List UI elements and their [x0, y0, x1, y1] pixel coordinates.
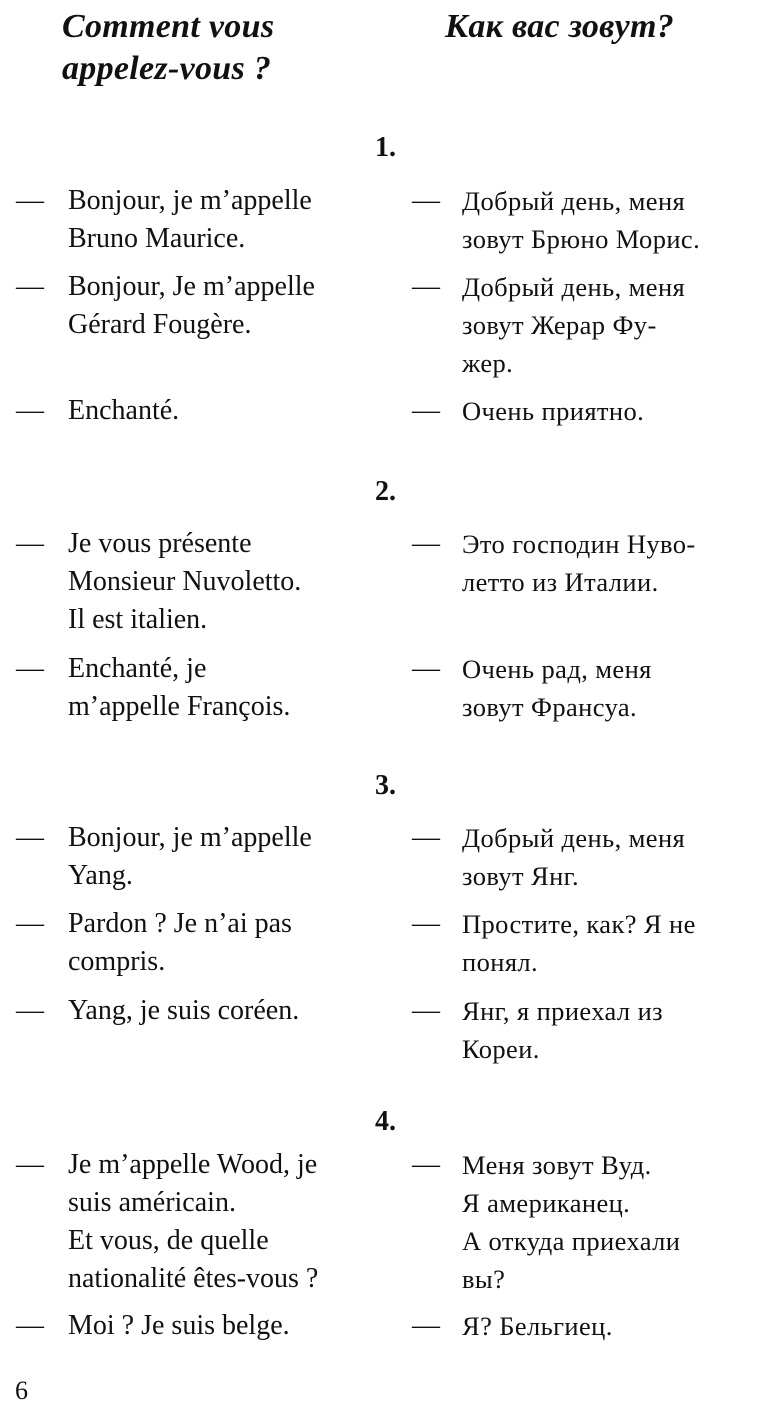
- russian-text: Очень рад, меня зовут Франсуа.: [462, 654, 652, 722]
- dash: —: [412, 653, 440, 684]
- dash: —: [16, 1149, 44, 1180]
- dash: —: [16, 271, 44, 302]
- french-text: Pardon ? Je n’ai pas compris.: [68, 908, 292, 977]
- french-text: Moi ? Je suis belge.: [68, 1310, 290, 1341]
- dialogue-line: [0, 268, 772, 378]
- dash: —: [16, 908, 44, 939]
- french-text: Enchanté.: [68, 395, 180, 426]
- russian-text: Очень приятно.: [462, 396, 645, 426]
- russian-text: Простите, как? Я не понял.: [462, 909, 696, 977]
- dash: —: [16, 528, 44, 559]
- dash: —: [412, 271, 440, 302]
- dialogue-line: [0, 1307, 772, 1341]
- section-number: 1.: [375, 132, 396, 163]
- russian-text: Я? Бельгиец.: [462, 1311, 613, 1341]
- dash: —: [16, 822, 44, 853]
- russian-text: Янг, я приехал из Кореи.: [462, 996, 664, 1064]
- french-text: Yang, je suis coréen.: [68, 995, 300, 1026]
- dash: —: [412, 528, 440, 559]
- section-number: 2.: [375, 476, 396, 507]
- dialogue-line: [0, 905, 772, 977]
- russian-text: Это господин Нуво- летто из Италии.: [462, 529, 696, 597]
- dialogue-line: [0, 182, 772, 254]
- dash: —: [16, 395, 44, 426]
- dash: —: [412, 1149, 440, 1180]
- french-text: Bonjour, je m’appelle Yang.: [68, 822, 312, 891]
- russian-text: Добрый день, меня зовут Жерар Фу- жер.: [462, 272, 686, 378]
- dash: —: [16, 185, 44, 216]
- dialogue-line: [0, 1146, 772, 1294]
- french-text: Je m’appelle Wood, je suis américain. Et vous, de quelle nationalité êtes-vous ?: [68, 1149, 319, 1294]
- dash: —: [412, 822, 440, 853]
- section-number: 4.: [375, 1106, 396, 1137]
- dialogue-line: [0, 650, 772, 722]
- dash: —: [16, 1310, 44, 1341]
- dash: —: [412, 908, 440, 939]
- dialogue-line: [0, 525, 772, 635]
- page-number: 6: [15, 1376, 28, 1405]
- russian-text: Добрый день, меня зовут Брюно Морис.: [462, 186, 701, 254]
- russian-text: Добрый день, меня зовут Янг.: [462, 823, 686, 891]
- french-text: Enchanté, je m’appelle François.: [68, 653, 291, 722]
- dialogue-line: [0, 392, 772, 426]
- dash: —: [412, 995, 440, 1026]
- french-text: Je vous présente Monsieur Nuvoletto. Il est italien.: [68, 528, 302, 635]
- dash: —: [412, 185, 440, 216]
- section-number: 3.: [375, 770, 396, 801]
- russian-text: Меня зовут Вуд. Я американец. А откуда приехали вы?: [462, 1150, 681, 1294]
- french-text: Bonjour, Je m’appelle Gérard Fougère.: [68, 271, 315, 340]
- dialogue-line: [0, 992, 772, 1064]
- title-french: Comment vous appelez-vous ?: [62, 8, 275, 87]
- dash: —: [16, 995, 44, 1026]
- dash: —: [16, 653, 44, 684]
- dash: —: [412, 1310, 440, 1341]
- dash: —: [412, 395, 440, 426]
- dialogue-line: [0, 819, 772, 891]
- title-russian: Как вас зовут?: [445, 8, 675, 45]
- french-text: Bonjour, je m’appelle Bruno Maurice.: [68, 185, 312, 254]
